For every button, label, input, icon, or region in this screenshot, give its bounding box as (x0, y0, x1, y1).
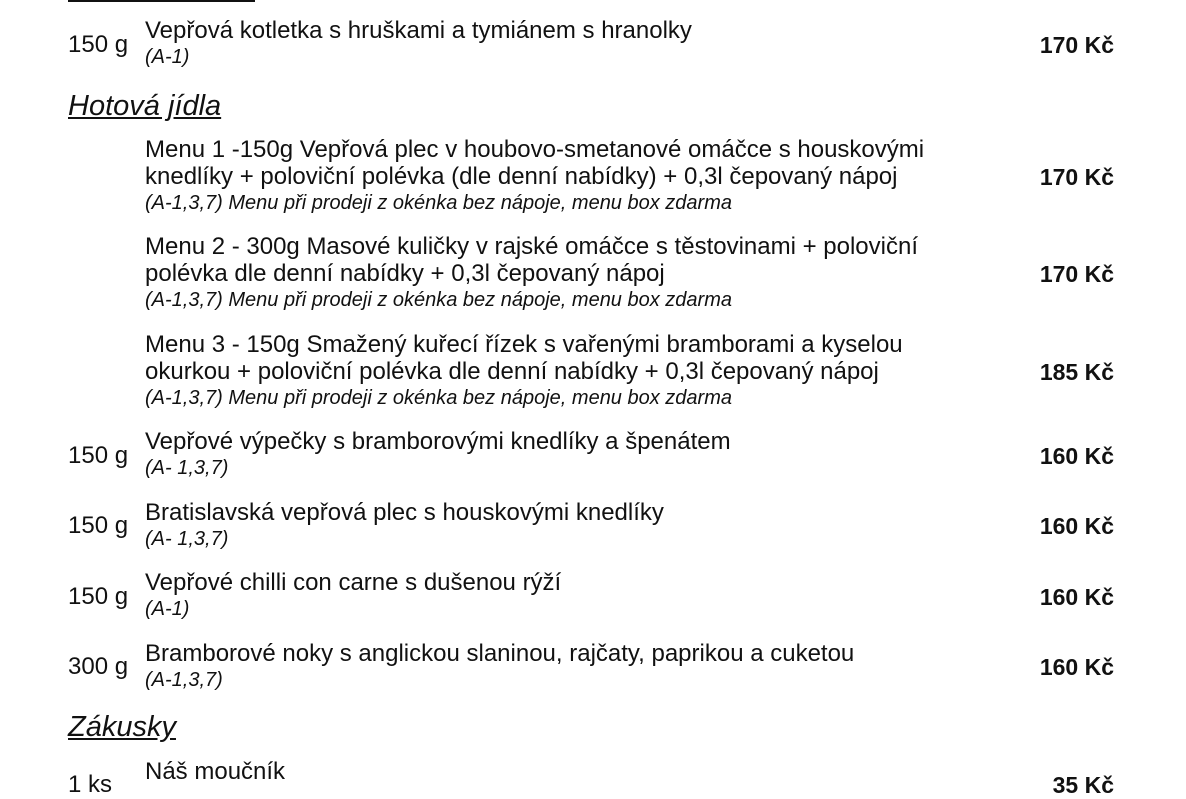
item-allergens: (A-1) (145, 598, 190, 620)
section-heading-hotova-jidla: Hotová jídla (68, 90, 222, 122)
item-description (145, 233, 1025, 312)
item-description (145, 640, 1025, 692)
item-name: Menu 1 -150g Vepřová plec v houbovo-smetanové omáčce s houskovými knedlíky + poloviční polévka (dle denní nabídky) + 0,3l čepovaný nápoj (145, 136, 925, 190)
item-description (145, 331, 1025, 410)
item-name: Náš moučník (145, 758, 286, 785)
item-allergens: (A- 1,3,7) (145, 528, 229, 550)
item-quantity: 150 g (68, 31, 129, 58)
item-description (145, 569, 1025, 621)
item-name: Bratislavská vepřová plec s houskovými knedlíky (145, 499, 664, 526)
item-price: 170 Kč (1039, 261, 1114, 287)
item-quantity: 1 ks (68, 771, 113, 798)
item-quantity: 150 g (68, 512, 129, 539)
item-allergens: (A- 1,3,7) (145, 457, 229, 479)
item-quantity: 300 g (68, 653, 129, 680)
item-price: 35 Kč (1052, 772, 1114, 798)
item-allergens: (A-1,3,7) Menu při prodeji z okénka bez nápoje, menu box zdarma (145, 192, 732, 214)
item-allergens: (A-1,3,7) Menu při prodeji z okénka bez nápoje, menu box zdarma (145, 289, 732, 311)
item-name: Vepřová kotletka s hruškami a tymiánem s hranolky (145, 17, 692, 44)
item-allergens: (A-1,3,7) (145, 669, 223, 691)
item-allergens: (A-1) (145, 46, 190, 68)
item-name: Bramborové noky s anglickou slaninou, rajčaty, paprikou a cuketou (145, 640, 855, 667)
top-divider (68, 0, 255, 2)
section-heading-zakusky: Zákusky (68, 711, 176, 743)
item-name: Vepřové výpečky s bramborovými knedlíky a špenátem (145, 428, 731, 455)
item-price: 170 Kč (1039, 32, 1114, 58)
item-price: 185 Kč (1039, 359, 1114, 385)
item-price: 160 Kč (1039, 513, 1114, 539)
item-price: 160 Kč (1039, 443, 1114, 469)
item-description (145, 136, 1025, 215)
item-description (145, 428, 1025, 480)
item-price: 170 Kč (1039, 164, 1114, 190)
item-description (145, 499, 1025, 551)
item-description (145, 17, 1025, 69)
item-name: Vepřové chilli con carne s dušenou rýží (145, 569, 562, 596)
item-name: Menu 2 - 300g Masové kuličky v rajské omáčce s těstovinami + poloviční polévka dle denní nabídky + 0,3l čepovaný nápoj (145, 233, 919, 287)
item-price: 160 Kč (1039, 654, 1114, 680)
item-quantity: 150 g (68, 583, 129, 610)
item-name: Menu 3 - 150g Smažený kuřecí řízek s vařenými bramborami a kyselou okurkou + poloviční polévka dle denní nabídky + 0,3l čepovaný nápoj (145, 331, 903, 385)
item-description (145, 758, 1025, 785)
item-allergens: (A-1,3,7) Menu při prodeji z okénka bez nápoje, menu box zdarma (145, 387, 732, 409)
item-price: 160 Kč (1039, 584, 1114, 610)
item-quantity: 150 g (68, 442, 129, 469)
